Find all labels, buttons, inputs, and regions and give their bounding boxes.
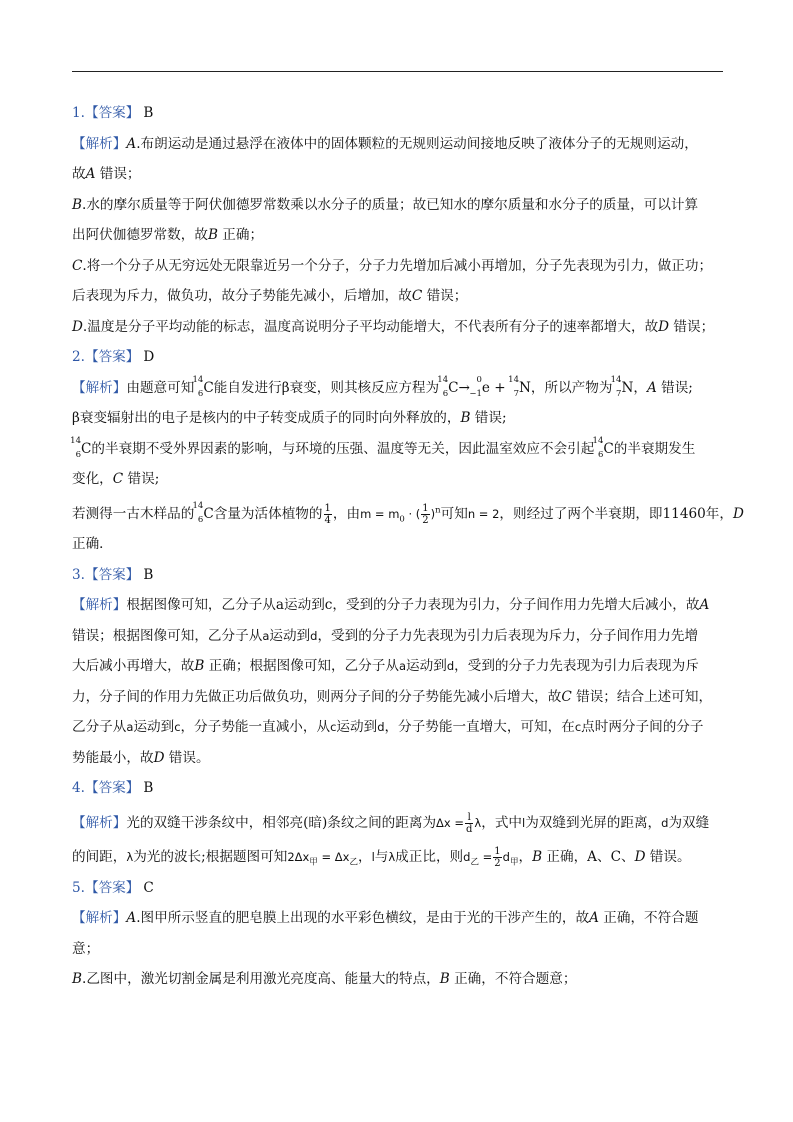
item-2-line-2: β衰变辐射出的电子是核内的中子转变成质子的同时向外释放的，B 错误; (72, 410, 507, 426)
item-4-line-2: 的间距，λ为光的波长;根据题图可知$2\Delta x_甲 = \Delta x_乙$，l与λ成正比，则$d_乙$ = $\frac{1}{2}$ $d_甲$，B 正确，A、C、D 错误。 (72, 846, 691, 869)
item-5-analysis-b: B.乙图中，激光切割金属是利用激光亮度高、能量大的特点，B 正确，不符合题意； (72, 971, 577, 987)
item-1-answer: 1.【答案】 B (72, 105, 154, 121)
item-1-analysis-d: D.温度是分子平均动能的标志，温度高说明分子平均动能增大，不代表所有分子的速率都增大，故D 错误； (72, 318, 715, 335)
nitrogen-14-nuclide-2: 14 7 (610, 374, 622, 399)
item-1-analysis-c: C.将一个分子从无穷远处无限靠近另一个分子，分子力先增加后减小再增加，分子先表现为引力，做正功； (72, 257, 713, 274)
item-1-analysis-a-cont: 故A 错误； (72, 166, 141, 182)
item-3-line-2: 错误；根据图像可知，乙分子从a运动到d，受到的分子力先表现为引力后表现为斥力，分子间作用力先增 (72, 627, 699, 644)
carbon-14-nuclide-3: 14 6 (70, 435, 81, 460)
item-3-line-4: 力，分子间的作用力先做正功后做负功，则两分子间的分子势能先减小后增大，故C 错误；结合上述可知， (72, 688, 713, 705)
item-4-line-1: 【解析】光的双缝干涉条纹中，相邻亮(暗)条纹之间的距离为Δx = $\frac{l}{d}$ λ，式中l为双缝到光屏的距离，d为双缝 (72, 811, 710, 835)
fraction-one-quarter: $\frac{1}{4}$ (324, 502, 331, 526)
item-4-answer: 4.【答案】 B (72, 780, 154, 796)
carbon-14-nuclide-5: 14 6 (192, 500, 204, 525)
item-2-line-5: 若测得一古木样品的 14 6 C含量为活体植物的 $\frac{1}{4}$ ，由$m = m_0$ · ( $\frac{1}{2}$ )$^n$可知n = 2，则经过了两个半衰期，即11460年，D (72, 500, 744, 526)
item-5-analysis-a: 【解析】A.图甲所示竖直的肥皂膜上出现的水平彩色横纹，是由于光的干涉产生的，故A 正确，不符合题 (72, 910, 699, 926)
answer-sheet (70, 98, 744, 995)
item-3-line-6: 势能最小，故D 错误。 (72, 749, 210, 766)
nitrogen-14-nuclide: 14 7 (508, 374, 519, 399)
item-5-answer: 5.【答案】 C (72, 879, 154, 896)
header-rule (72, 71, 723, 72)
item-1-analysis-c-cont: 后表现为斥力，做负功，故分子势能先减小，后增加，故C 错误； (72, 288, 468, 304)
carbon-14-nuclide-2: 14 6 (437, 374, 449, 399)
item-3-line-1: 【解析】根据图像可知，乙分子从a运动到c，受到的分子力表现为引力，分子间作用力先增大后减小，故A (72, 597, 710, 613)
item-3-answer: 3.【答案】 B (72, 566, 154, 583)
carbon-14-nuclide: 14 6 (192, 374, 204, 399)
electron-nuclide: 0 −1 (469, 374, 482, 399)
item-1-analysis-b-cont: 出阿伏伽德罗常数，故B 正确； (72, 227, 264, 243)
item-3-line-5: 乙分子从a运动到c，分子势能一直减小，从c运动到d，分子势能一直增大，可知，在c点时两分子间的分子 (72, 719, 704, 735)
fraction-l-over-d: $\frac{l}{d}$ (466, 811, 473, 835)
carbon-14-nuclide-4: 14 6 (592, 435, 604, 460)
item-2-line-1: 【解析】由题意可知 14 6 C能自发进行β衰变，则其核反应方程为 14 6 C→ 0 −1 e + 14 7 N，所以产物为 14 7 N，A 错误; (72, 374, 693, 399)
fraction-one-half: $\frac{1}{2}$ (422, 502, 429, 526)
item-2-answer: 2.【答案】 D (72, 349, 155, 365)
item-2-line-6: 正确． (72, 536, 113, 552)
fraction-one-half-2: $\frac{1}{2}$ (494, 846, 501, 869)
item-3-line-3: 大后减小再增大，故B 正确；根据图像可知，乙分子从a运动到d，受到的分子力先表现为引力后表现为斥 (72, 658, 699, 674)
item-5-analysis-a-cont: 意； (72, 940, 100, 957)
item-1-analysis-b: B.水的摩尔质量等于阿伏伽德罗常数乘以水分子的质量；故已知水的摩尔质量和水分子的质量，可以计算 (72, 196, 699, 213)
item-1-analysis-a: 【解析】A.布朗运动是通过悬浮在液体中的固体颗粒的无规则运动间接地反映了液体分子的无规则运动， (72, 135, 698, 152)
item-2-line-4: 变化，C 错误; (72, 471, 160, 487)
item-2-line-3: 14 6 C的半衰期不受外界因素的影响，与环境的压强、温度等无关，因此温室效应不会引起 14 6 C的半衰期发生 (70, 435, 696, 460)
